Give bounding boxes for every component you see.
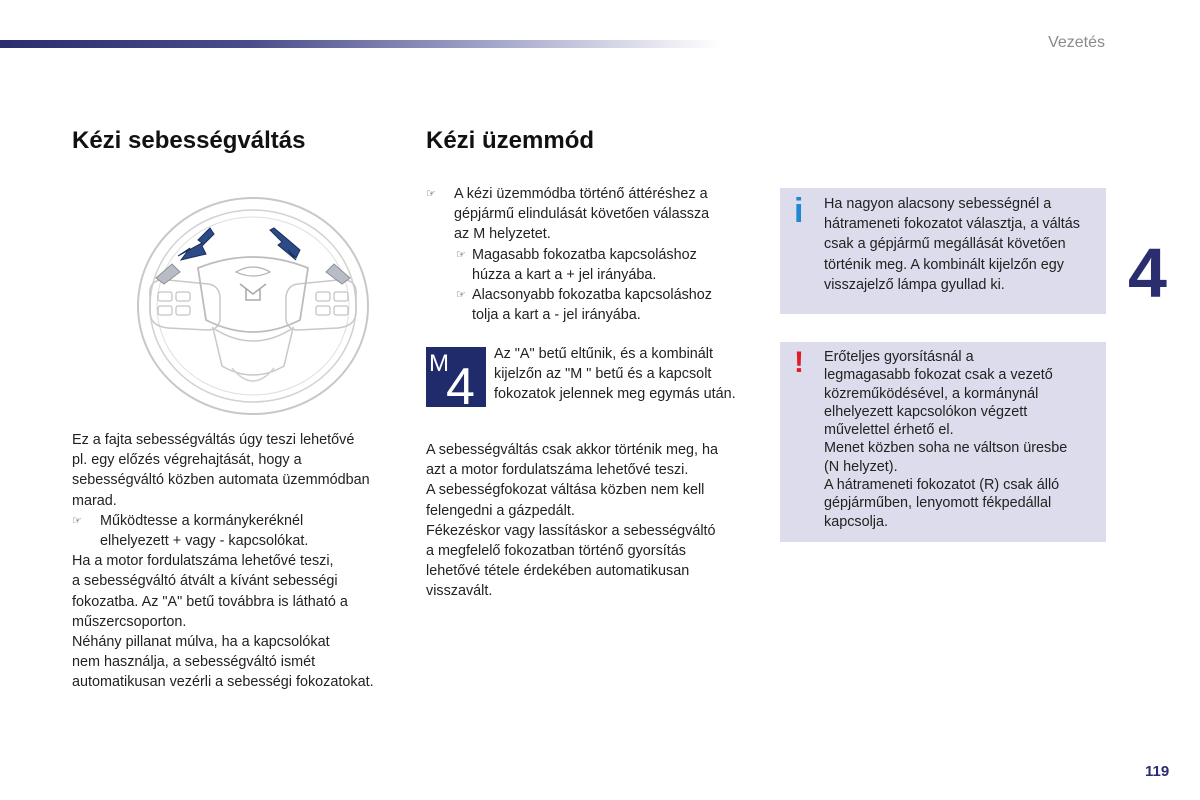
- text-line: húzza a kart a + jel irányába.: [472, 266, 657, 283]
- text-line: Az "A" betű eltűnik, és a kombinált: [494, 346, 713, 362]
- text-line: A sebességváltás csak akkor történik meg, ha: [426, 442, 718, 458]
- text-line: kapcsolja.: [824, 513, 888, 530]
- manual-shifting-description: [72, 430, 407, 693]
- sub-bullet-item: [426, 245, 746, 285]
- text-line: automatikusan vezérli a sebességi fokozatokat.: [72, 674, 374, 691]
- text-line: Ha a motor fordulatszáma lehetővé teszi,: [72, 553, 334, 570]
- text-line: Magasabb fokozatba kapcsoláshoz: [472, 246, 697, 263]
- steering-wheel-illustration: [128, 188, 378, 420]
- text-line: visszajelző lámpa gyullad ki.: [824, 276, 1005, 293]
- text-line: A hátrameneti fokozatot (R) csak álló: [824, 477, 1060, 494]
- text-line: felengedni a gázpedált.: [426, 502, 575, 519]
- text-line: legmagasabb fokozat csak a vezető: [824, 367, 1053, 384]
- text-line: fokozatba. Az "A" betű továbbra is látható a: [72, 593, 348, 610]
- warning-note-box: [780, 342, 1106, 542]
- text-line: műszercsoporton.: [72, 613, 187, 630]
- text-line: Ha nagyon alacsony sebességnél a: [824, 196, 1052, 212]
- text-line: Erőteljes gyorsításnál a: [824, 349, 974, 365]
- page-number: 119: [1145, 763, 1170, 780]
- m4-display-icon: [426, 347, 486, 407]
- m4-gear-number: 4: [446, 358, 475, 407]
- text-line: kijelzőn az "M " betű és a kapcsolt: [494, 366, 712, 383]
- warning-icon: !: [794, 346, 804, 379]
- text-line: marad.: [72, 492, 117, 509]
- chapter-number: 4: [1128, 234, 1167, 312]
- m4-letter-m: M: [429, 350, 449, 377]
- text-line: közreműködésével, a kormánynál: [824, 385, 1039, 402]
- text-line: tolja a kart a - jel irányába.: [472, 307, 641, 324]
- section-title-manual-shifting: Kézi sebességváltás: [72, 127, 306, 154]
- bullet-item: [72, 511, 407, 551]
- text-line: A sebességfokozat váltása közben nem kell: [426, 482, 705, 499]
- warning-note-text: [824, 348, 1100, 531]
- manual-mode-description: [426, 440, 751, 602]
- info-note-text: [824, 194, 1100, 295]
- text-line: hátrameneti fokozatot választja, a váltás: [824, 216, 1080, 233]
- text-line: Működtesse a kormánykeréknél: [100, 512, 304, 529]
- text-line: művelettel érhető el.: [824, 422, 954, 439]
- text-line: Ez a fajta sebességváltás úgy teszi lehetővé: [72, 432, 355, 448]
- text-line: azt a motor fordulatszáma lehetővé teszi.: [426, 462, 689, 479]
- finger-bullet-icon: ☞: [456, 248, 466, 261]
- text-line: az M helyzetet.: [454, 226, 551, 243]
- text-line: történik meg. A kombinált kijelzőn egy: [824, 256, 1064, 273]
- header-gradient-bar: [0, 40, 720, 48]
- finger-bullet-icon: ☞: [72, 514, 82, 527]
- text-line: A kézi üzemmódba történő áttéréshez a: [454, 186, 708, 202]
- text-line: gépjármű elindulását követően válassza: [454, 206, 710, 223]
- text-line: sebességváltó közben automata üzemmódban: [72, 472, 370, 489]
- bullet-item: [426, 184, 746, 245]
- text-line: a megfelelő fokozatban történő gyorsítás: [426, 543, 686, 560]
- text-line: lehetővé tétele érdekében automatikusan: [426, 563, 690, 580]
- text-line: nem használja, a sebességváltó ismét: [72, 654, 316, 671]
- text-line: gépjárműben, lenyomott fékpedállal: [824, 495, 1052, 512]
- text-line: Fékezéskor vagy lassításkor a sebességváltó: [426, 522, 716, 539]
- section-title-manual-mode: Kézi üzemmód: [426, 127, 595, 154]
- text-line: fokozatok jelennek meg egymás után.: [494, 386, 736, 403]
- sub-bullet-item: [426, 285, 746, 325]
- finger-bullet-icon: ☞: [456, 289, 466, 302]
- text-line: csak a gépjármű megállását követően: [824, 236, 1066, 253]
- manual-mode-instructions: [426, 184, 746, 325]
- info-icon: i: [794, 192, 804, 230]
- text-line: elhelyezett kapcsolókon végzett: [824, 403, 1028, 420]
- text-line: a sebességváltó átvált a kívánt sebességi: [72, 573, 338, 590]
- text-line: Menet közben soha ne váltson üresbe: [824, 440, 1068, 457]
- text-line: pl. egy előzés végrehajtását, hogy a: [72, 452, 302, 469]
- finger-bullet-icon: ☞: [426, 188, 436, 200]
- text-line: visszavált.: [426, 583, 493, 600]
- text-line: Néhány pillanat múlva, ha a kapcsolókat: [72, 634, 330, 651]
- text-line: elhelyezett + vagy - kapcsolókat.: [100, 533, 309, 550]
- info-note-box: [780, 188, 1106, 314]
- section-label: Vezetés: [1048, 34, 1105, 51]
- text-line: (N helyzet).: [824, 458, 898, 475]
- steering-wheel-icon: [128, 188, 378, 420]
- m4-description: [494, 344, 764, 405]
- text-line: Alacsonyabb fokozatba kapcsoláshoz: [472, 287, 712, 304]
